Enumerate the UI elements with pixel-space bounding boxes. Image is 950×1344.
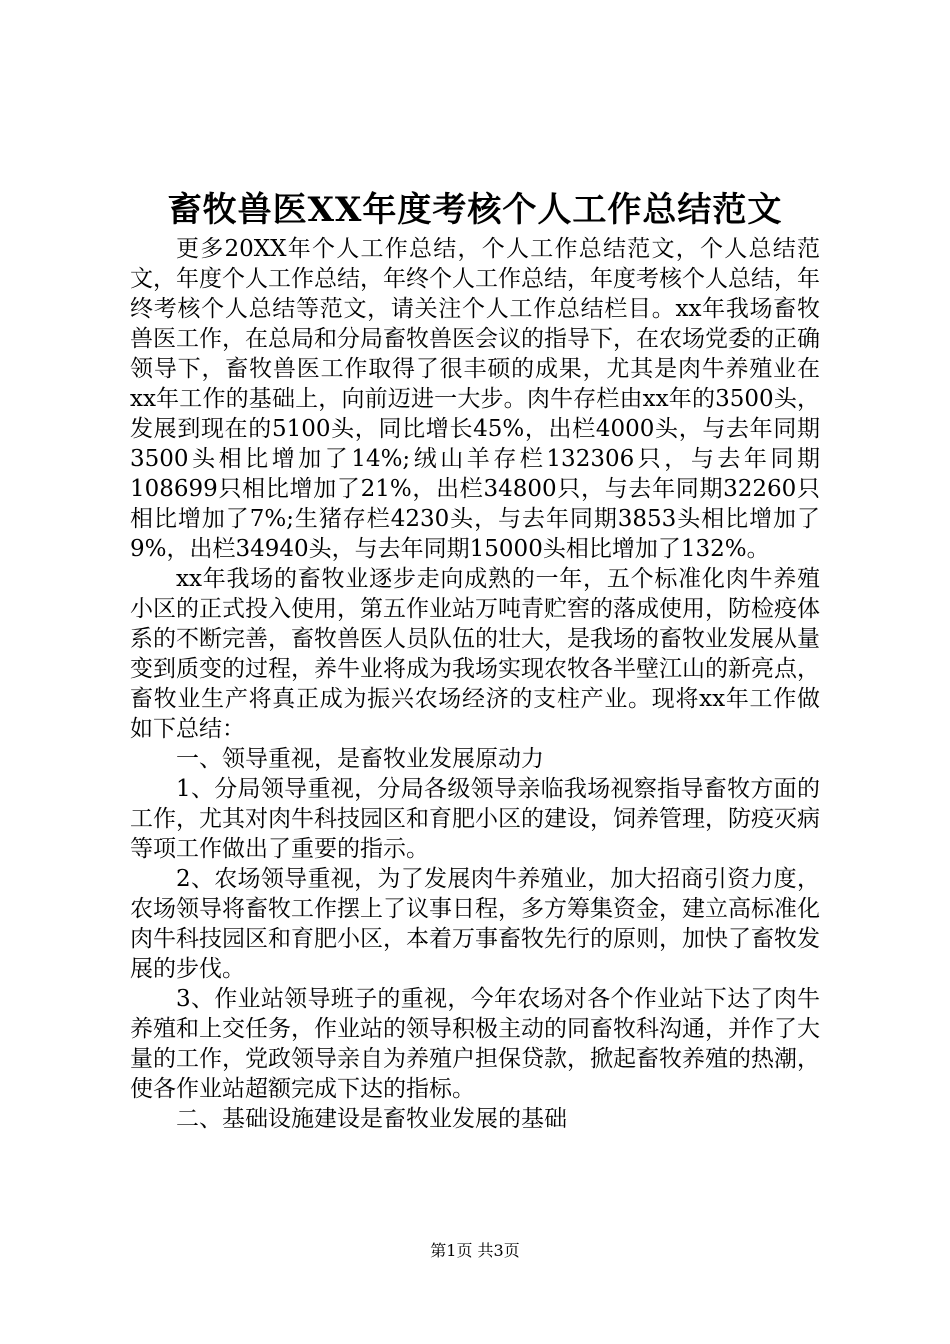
paragraph-item-3: 3、作业站领导班子的重视，今年农场对各个作业站下达了肉牛养殖和上交任务，作业站的领导积极主动的同畜牧科沟通，并作了大量的工作，党政领导亲自为养殖户担保贷款，掀起畜牧养殖的热潮，使各作业站超额完成下达的指标。 bbox=[130, 986, 820, 1102]
paragraph-overview: xx年我场的畜牧业逐步走向成熟的一年，五个标准化肉牛养殖小区的正式投入使用，第五作业站万吨青贮窖的落成使用，防检疫体系的不断完善，畜牧兽医人员队伍的壮大，是我场的畜牧业发展从量变到质变的过程，养牛业将成为我场实现农牧各半壁江山的新亮点，畜牧业生产将真正成为振兴农场经济的支柱产业。现将xx年工作做如下总结： bbox=[130, 566, 820, 742]
paragraph-item-2: 2、农场领导重视，为了发展肉牛养殖业，加大招商引资力度，农场领导将畜牧工作摆上了议事日程，多方筹集资金，建立高标准化肉牛科技园区和育肥小区，本着万事畜牧先行的原则，加快了畜牧发展的步伐。 bbox=[130, 866, 820, 982]
section-heading-1: 一、领导重视，是畜牧业发展原动力 bbox=[176, 746, 544, 772]
paragraph-item-1: 1、分局领导重视，分局各级领导亲临我场视察指导畜牧方面的工作，尤其对肉牛科技园区和育肥小区的建设，饲养管理，防疫灭病等项工作做出了重要的指示。 bbox=[130, 776, 820, 862]
page-number-footer: 第1页 共3页 bbox=[430, 1241, 520, 1260]
document-body bbox=[130, 234, 820, 1134]
section-heading-2: 二、基础设施建设是畜牧业发展的基础 bbox=[176, 1106, 567, 1132]
paragraph-intro: 更多20XX年个人工作总结，个人工作总结范文，个人总结范文，年度个人工作总结，年终个人工作总结，年度考核个人总结，年终考核个人总结等范文，请关注个人工作总结栏目。xx年我场畜牧兽医工作，在总局和分局畜牧兽医会议的指导下，在农场党委的正确领导下，畜牧兽医工作取得了很丰硕的成果，尤其是肉牛养殖业在xx年工作的基础上，向前迈进一大步。肉牛存栏由xx年的3500头，发展到现在的5100头，同比增长45%，出栏4000头，与去年同期3500头相比增加了14%;绒山羊存栏132306只，与去年同期108699只相比增加了21%，出栏34800只，与去年同期32260只相比增加了7%;生猪存栏4230头，与去年同期3853头相比增加了9%，出栏34940头，与去年同期15000头相比增加了132%。 bbox=[130, 236, 820, 562]
document-title: 畜牧兽医XX年度考核个人工作总结范文 bbox=[167, 190, 783, 230]
